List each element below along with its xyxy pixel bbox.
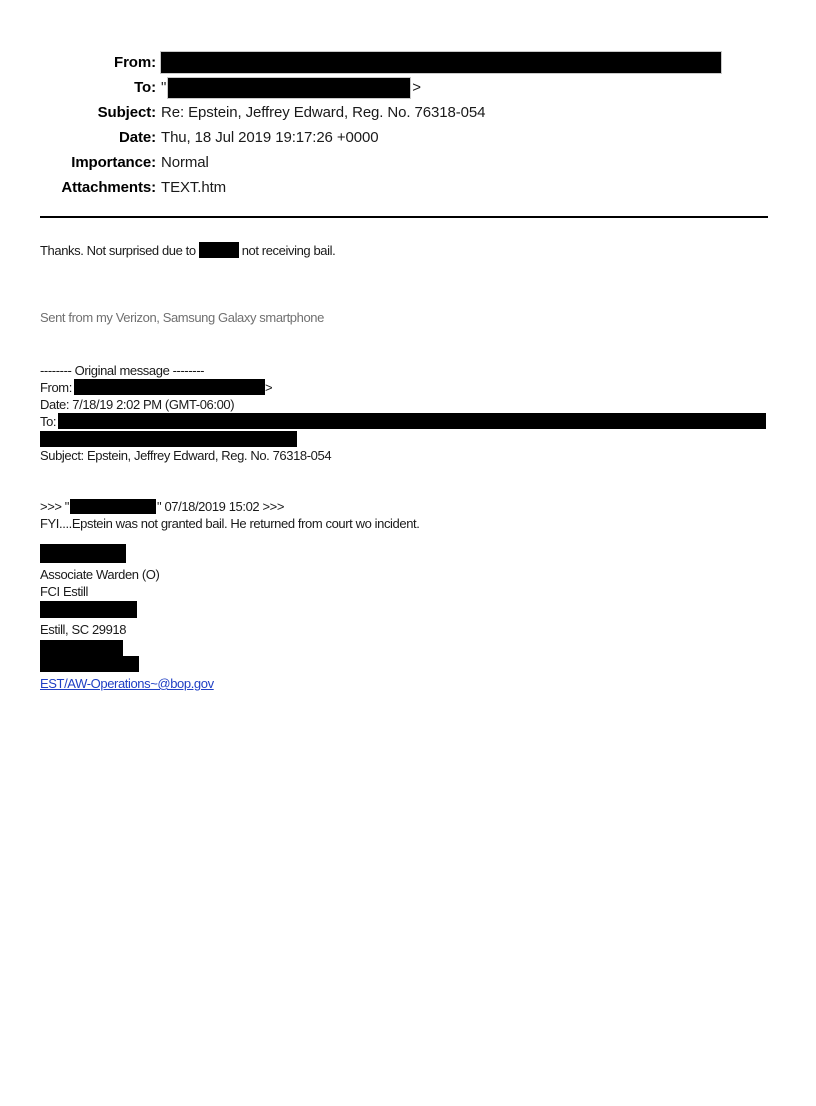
to-redaction-bar bbox=[168, 78, 410, 98]
mobile-signature-line: Sent from my Verizon, Samsung Galaxy smartphone bbox=[40, 310, 324, 325]
thanks-text-pre: Thanks. Not surprised due to bbox=[40, 243, 196, 258]
thanks-paragraph bbox=[40, 242, 768, 259]
quote-attribution-line bbox=[40, 498, 768, 515]
signature-phone-redaction-bar-line1 bbox=[40, 640, 123, 656]
sender-signature-block bbox=[40, 544, 768, 692]
header-row-subject bbox=[40, 100, 768, 125]
subject-label: Subject: bbox=[97, 104, 156, 121]
header-divider bbox=[40, 216, 768, 218]
to-value bbox=[161, 78, 421, 98]
from-label: From: bbox=[114, 54, 156, 71]
from-redaction-bar bbox=[161, 52, 721, 73]
orig-to-redaction-bar-line1 bbox=[58, 413, 766, 429]
quote-pre: >>> " bbox=[40, 499, 70, 514]
signature-name-redaction-bar bbox=[40, 544, 126, 563]
subject-value: Re: Epstein, Jeffrey Edward, Reg. No. 76318-054 bbox=[161, 104, 486, 121]
orig-date-line: Date: 7/18/19 2:02 PM (GMT-06:00) bbox=[40, 397, 235, 412]
original-message-divider: -------- Original message -------- bbox=[40, 363, 205, 378]
attachment-filename: TEXT.htm bbox=[161, 179, 227, 196]
orig-from-suffix: > bbox=[264, 380, 273, 395]
email-body bbox=[40, 242, 768, 692]
signature-title: Associate Warden (O) bbox=[40, 567, 160, 582]
header-row-attachments bbox=[40, 175, 768, 200]
orig-to-redaction-bar-line2 bbox=[40, 431, 297, 447]
thanks-text-post: not receiving bail. bbox=[241, 243, 336, 258]
to-quote-open: " bbox=[161, 79, 167, 96]
header-row-to bbox=[40, 75, 768, 100]
orig-from-label: From: bbox=[40, 380, 72, 395]
importance-value: Normal bbox=[161, 154, 209, 171]
to-angle-close: > bbox=[412, 79, 421, 96]
orig-from-redaction-bar bbox=[74, 379, 265, 395]
email-document-page bbox=[0, 50, 816, 1106]
header-row-date bbox=[40, 125, 768, 150]
orig-to-label: To: bbox=[40, 414, 57, 429]
signature-phone-redaction-bar-line2 bbox=[40, 656, 139, 672]
quote-name-redaction-bar bbox=[70, 499, 156, 514]
email-header bbox=[40, 50, 768, 200]
from-value bbox=[161, 52, 721, 73]
date-value: Thu, 18 Jul 2019 19:17:26 +0000 bbox=[161, 129, 379, 146]
orig-subject-line: Subject: Epstein, Jeffrey Edward, Reg. No. 76318-054 bbox=[40, 448, 332, 463]
original-message-block bbox=[40, 362, 768, 464]
header-row-importance bbox=[40, 150, 768, 175]
quoted-reply-block bbox=[40, 498, 768, 532]
signature-city-state-zip: Estill, SC 29918 bbox=[40, 622, 127, 637]
signature-address-redaction-bar bbox=[40, 601, 137, 618]
fyi-line: FYI....Epstein was not granted bail. He returned from court wo incident. bbox=[40, 516, 420, 531]
importance-label: Importance: bbox=[71, 154, 156, 171]
orig-to-line bbox=[40, 413, 768, 447]
orig-from-line bbox=[40, 379, 768, 396]
quote-post: " 07/18/2019 15:02 >>> bbox=[157, 499, 285, 514]
thanks-redaction-bar bbox=[199, 242, 239, 258]
attachments-label: Attachments: bbox=[61, 179, 156, 196]
date-label: Date: bbox=[118, 129, 156, 146]
signature-facility: FCI Estill bbox=[40, 584, 89, 599]
to-label: To: bbox=[134, 79, 156, 96]
signature-email-link[interactable]: EST/AW-Operations~@bop.gov bbox=[40, 676, 214, 691]
header-row-from bbox=[40, 50, 768, 75]
signature-email-line bbox=[40, 675, 768, 692]
